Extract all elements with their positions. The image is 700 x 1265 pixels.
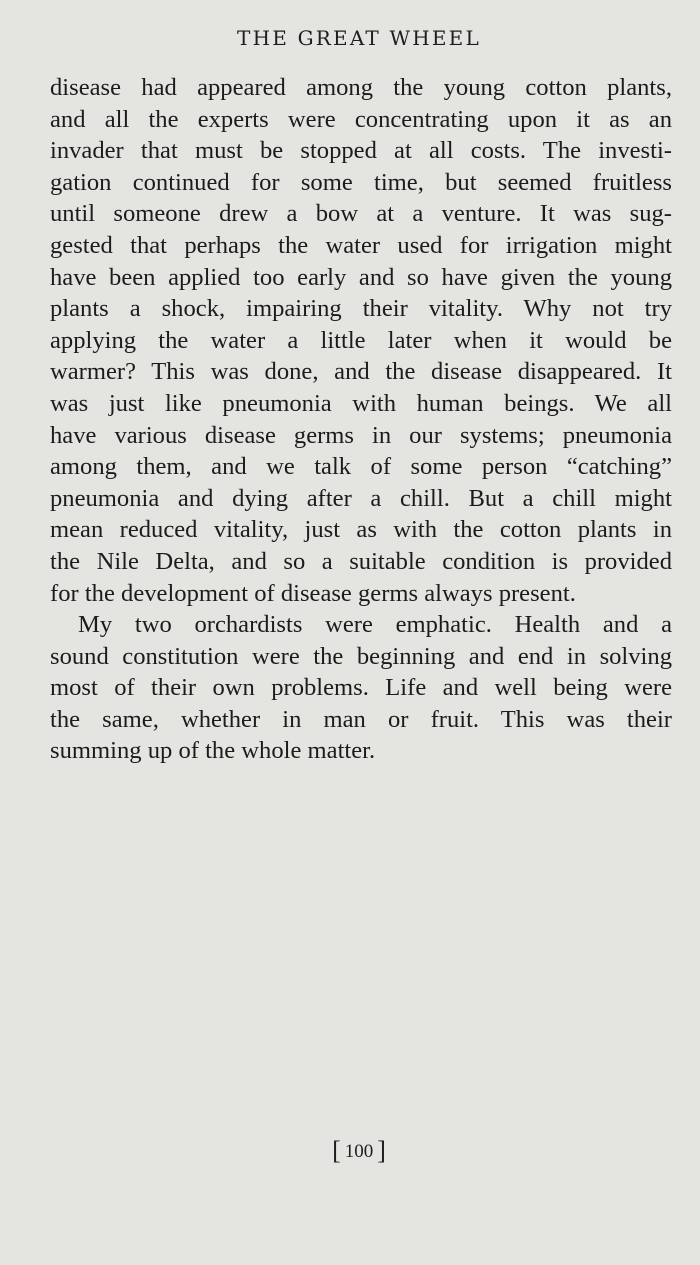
text-line: gation continued for some time, but seemed fruitless [50,168,672,196]
paragraph-1 [50,72,672,609]
folio-open-bracket: [ [332,1136,341,1165]
text-line: gested that perhaps the water used for irrigation might [50,231,672,259]
text-line: the same, whether in man or fruit. This was their [50,705,672,733]
text-line: mean reduced vitality, just as with the cotton plants in [50,516,672,544]
text-line: summing up of the whole matter. [50,737,376,765]
text-line: warmer? This was done, and the disease disappeared. It [50,358,672,386]
text-line: have various disease germs in our systems; pneumonia [50,421,672,449]
text-line: pneumonia and dying after a chill. But a chill might [50,484,672,512]
body-text [50,72,672,767]
text-line: invader that must be stopped at all costs. The investi- [50,137,672,165]
text-line: for the development of disease germs always present. [50,579,576,607]
text-line: most of their own problems. Life and well being were [50,674,672,702]
folio-number: 100 [344,1141,374,1162]
running-head: THE GREAT WHEEL [237,26,481,50]
paragraph-2 [50,609,672,767]
text-line: disease had appeared among the young cotton plants, [50,74,672,101]
text-line: sound constitution were the beginning and end in solving [50,642,672,670]
text-line: until someone drew a bow at a venture. It was sug- [50,200,672,228]
text-line: among them, and we talk of some person “catching” [50,453,672,481]
text-line: and all the experts were concentrating upon it as an [50,105,672,133]
folio-close-bracket: ] [377,1136,386,1165]
text-line: have been applied too early and so have given the young [50,263,672,291]
text-line: applying the water a little later when it would be [50,326,672,354]
text-line: My two orchardists were emphatic. Health and a [78,611,672,639]
text-line: the Nile Delta, and so a suitable condition is provided [50,547,672,575]
text-line: was just like pneumonia with human beings. We all [50,389,672,417]
page-number [0,1136,700,1166]
text-line: plants a shock, impairing their vitality. Why not try [50,295,672,323]
